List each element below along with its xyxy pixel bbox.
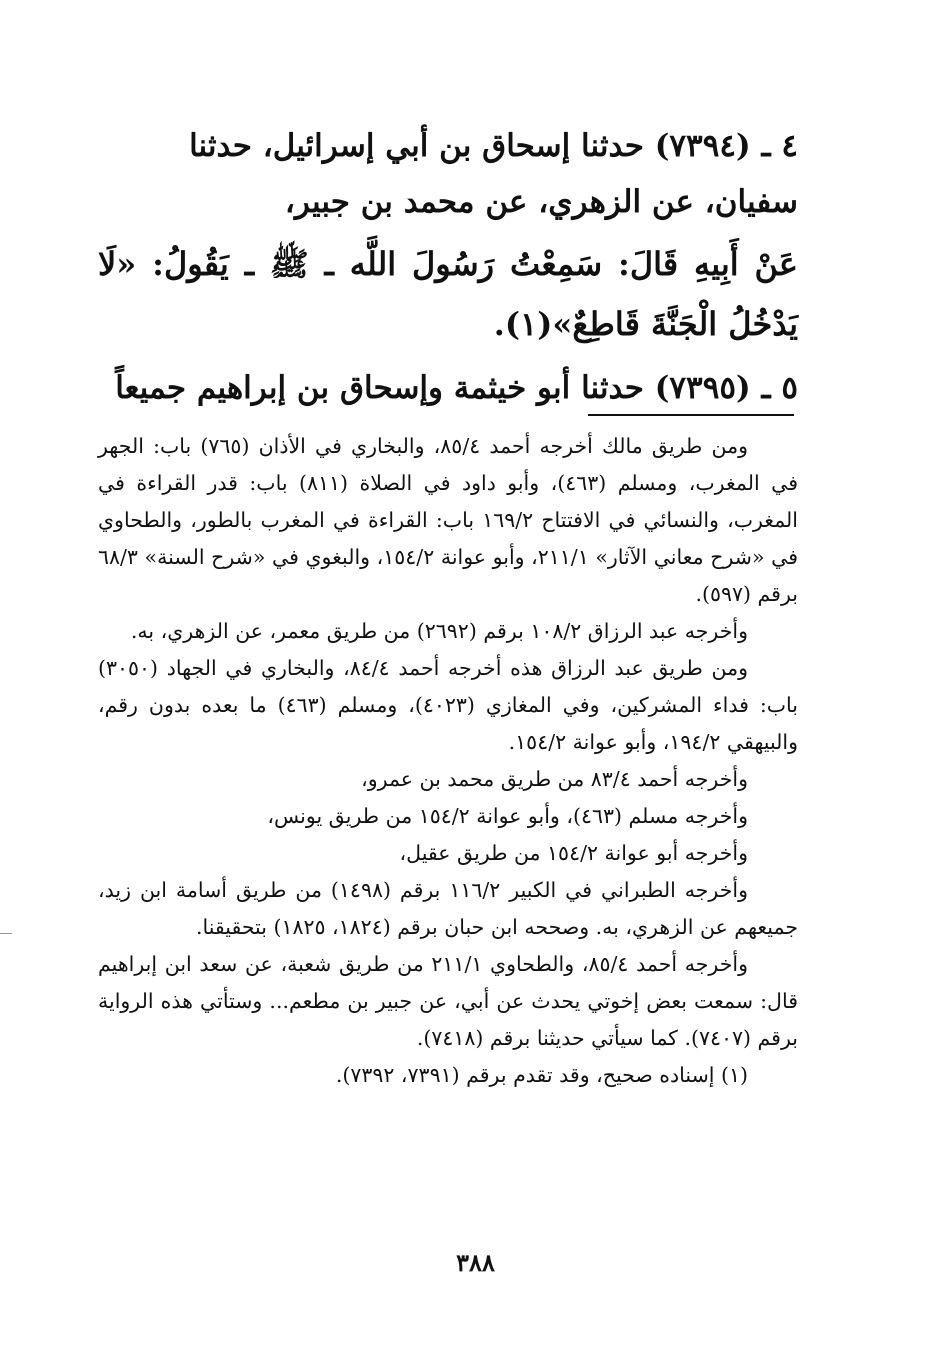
hadith-4-quote: عَنْ أَبِيهِ قَالَ: سَمِعْتُ رَسُولَ اللَّه ـ ﷺ ـ يَقُولُ: «لَا يَدْخُلُ الْجَنَّةَ قَاطِعٌ»(١). (98, 245, 799, 343)
footnote-paragraph: وأخرجه أحمد ٨٣/٤ من طريق محمد بن عمرو، (361, 767, 748, 791)
margin-mark (0, 933, 12, 934)
footnote-paragraph: وأخرجه أحمد ٨٥/٤، والطحاوي ٢١١/١ من طريق شعبة، عن سعد ابن إبراهيم قال: سمعت بعض إخوتي يحدث عن أبي، عن جبير بن مطعم... وستأتي هذه الرواية برقم (٧٤٠٧). كما سيأتي حديثنا برقم (٧٤١٨). (98, 952, 798, 1050)
hadith-4-line-2: سفيان، عن الزهري، عن محمد بن جبير، (284, 184, 798, 220)
hadith-5-line-1: ٥ ـ (٧٣٩٥) حدثنا أبو خيثمة وإسحاق بن إبراهيم جميعاً (115, 370, 798, 406)
page-number: ٣٨٨ (456, 1248, 495, 1277)
footnote-paragraph: وأخرجه الطبراني في الكبير ١١٦/٢ برقم (١٤٩٨) من طريق أسامة ابن زيد، جميعهم عن الزهري، به. وصححه ابن حبان برقم (١٨٢٤، ١٨٢٥) بتحقيقنا. (98, 878, 798, 939)
footnote-paragraph: وأخرجه عبد الرزاق ١٠٨/٢ برقم (٢٦٩٢) من طريق معمر، عن الزهري، به. (130, 619, 748, 643)
hadith-text (98, 118, 798, 416)
footnote-paragraph: وأخرجه مسلم (٤٦٣)، وأبو عوانة ١٥٤/٢ من طريق يونس، (267, 804, 748, 828)
footnote-paragraph: ومن طريق عبد الرزاق هذه أخرجه أحمد ٨٤/٤، والبخاري في الجهاد (٣٠٥٠) باب: فداء المشركين، وفي المغازي (٤٠٢٣)، ومسلم (٤٦٣) ما بعده بدون رقم، والبيهقي ١٩٤/٢، وأبو عوانة ١٥٤/٢. (98, 656, 799, 754)
footnote-paragraph: ومن طريق مالك أخرجه أحمد ٨٥/٤، والبخاري في الأذان (٧٦٥) باب: الجهر في المغرب، ومسلم (٤٦٣)، وأبو داود في الصلاة (٨١١) باب: قدر القراءة في المغرب، والنسائي في الافتتاح ١٦٩/٢ باب: القراءة في المغرب بالطور، والطحاوي في «شرح معاني الآثار» ٢١١/١، وأبو عوانة ١٥٤/٢، والبغوي في «شرح السنة» ٦٨/٣ برقم (٥٩٧). (98, 434, 798, 606)
footnote-1: (١) إسناده صحيح، وقد تقدم برقم (٧٣٩١، ٧٣٩٢). (335, 1063, 748, 1087)
hadith-4-line-1: ٤ ـ (٧٣٩٤) حدثنا إسحاق بن أبي إسرائيل، حدثنا (189, 128, 798, 164)
footnote-paragraph: وأخرجه أبو عوانة ١٥٤/٢ من طريق عقيل، (399, 841, 748, 865)
footnotes (98, 428, 798, 1094)
footnote-separator (588, 414, 794, 416)
